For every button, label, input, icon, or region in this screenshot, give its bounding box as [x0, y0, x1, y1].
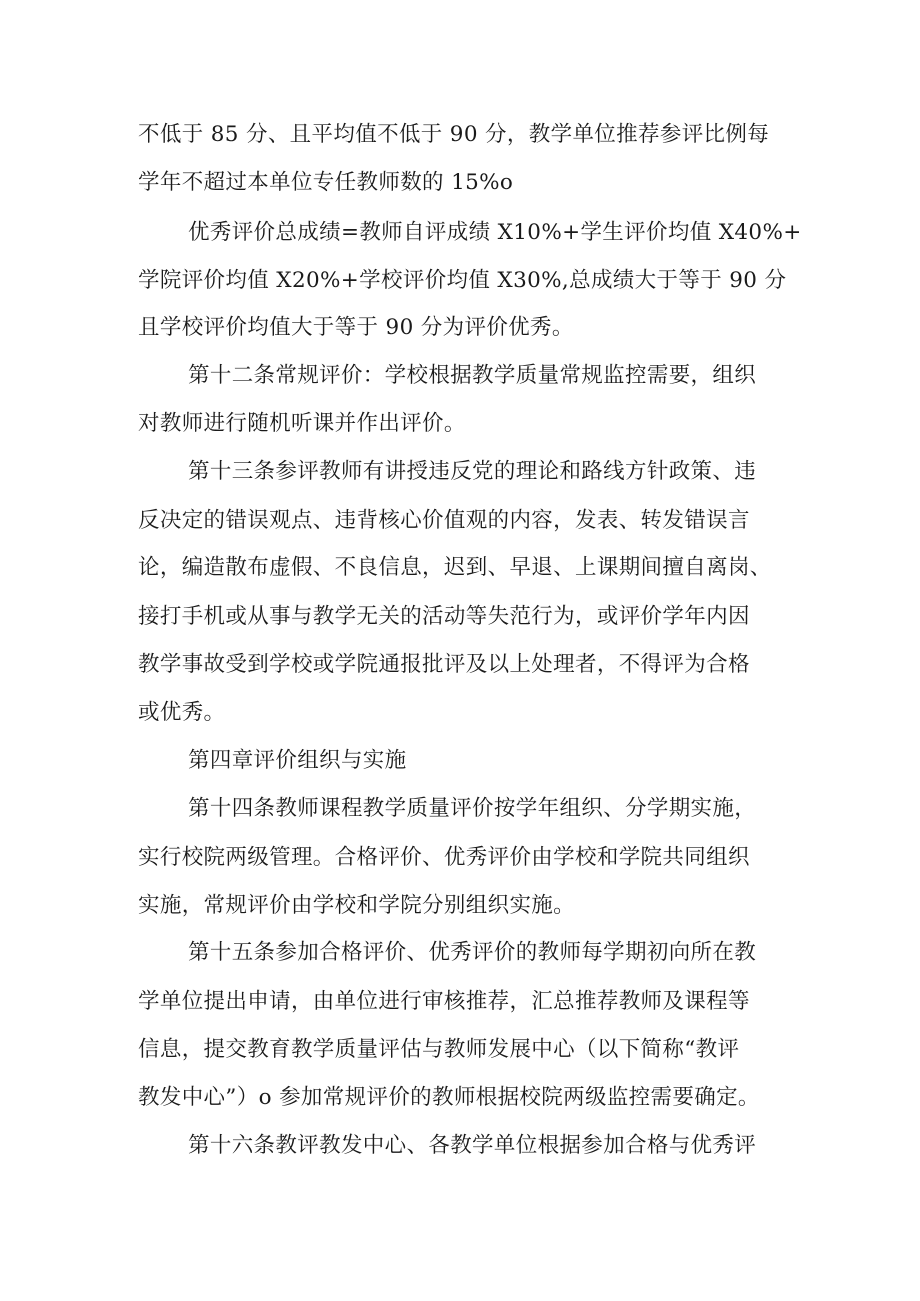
text-line: 学年不超过本单位专任教师数的 15%o	[138, 170, 514, 195]
text-line: 实行校院两级管理。合格评价、优秀评价由学校和学院共同组织	[138, 845, 750, 870]
text-line: 不低于 85 分、且平均值不低于 90 分，教学单位推荐参评比例每	[138, 122, 770, 147]
text-line: 信息，提交教育教学质量评估与教师发展中心（以下简称“教评	[138, 1037, 740, 1062]
text-line: 第十五条参加合格评价、优秀评价的教师每学期初向所在教	[188, 940, 757, 965]
chapter-heading: 第四章评价组织与实施	[188, 748, 407, 773]
text-line: 学单位提出申请，由单位进行审核推荐，汇总推荐教师及课程等	[138, 989, 750, 1014]
text-line: 优秀评价总成绩=教师自评成绩 X10%+学生评价均值 X40%+	[188, 220, 802, 245]
text-line: 教发中心”）o 参加常规评价的教师根据校院两级监控需要确定。	[138, 1085, 760, 1110]
text-line: 且学校评价均值大于等于 90 分为评价优秀。	[138, 315, 574, 340]
text-line: 第十六条教评教发中心、各教学单位根据参加合格与优秀评	[188, 1133, 757, 1158]
text-line: 第十二条常规评价：学校根据教学质量常规监控需要，组织	[188, 363, 757, 388]
text-line: 教学事故受到学校或学院通报批评及以上处理者，不得评为合格	[138, 652, 750, 677]
text-line: 接打手机或从事与教学无关的活动等失范行为，或评价学年内因	[138, 604, 750, 629]
text-line: 反决定的错误观点、违背核心价值观的内容，发表、转发错误言	[138, 508, 750, 533]
text-line: 学院评价均值 X20%+学校评价均值 X30%,总成绩大于等于 90 分	[138, 268, 787, 293]
text-line: 第十三条参评教师有讲授违反党的理论和路线方针政策、违	[188, 459, 757, 484]
text-line: 论，编造散布虚假、不良信息，迟到、早退、上课期间擅自离岗、	[138, 555, 772, 580]
text-line: 第十四条教师课程教学质量评价按学年组织、分学期实施，	[188, 796, 757, 821]
text-line: 实施，常规评价由学校和学院分别组织实施。	[138, 893, 576, 918]
text-line: 或优秀。	[138, 700, 226, 725]
text-line: 对教师进行随机听课并作出评价。	[138, 411, 466, 436]
